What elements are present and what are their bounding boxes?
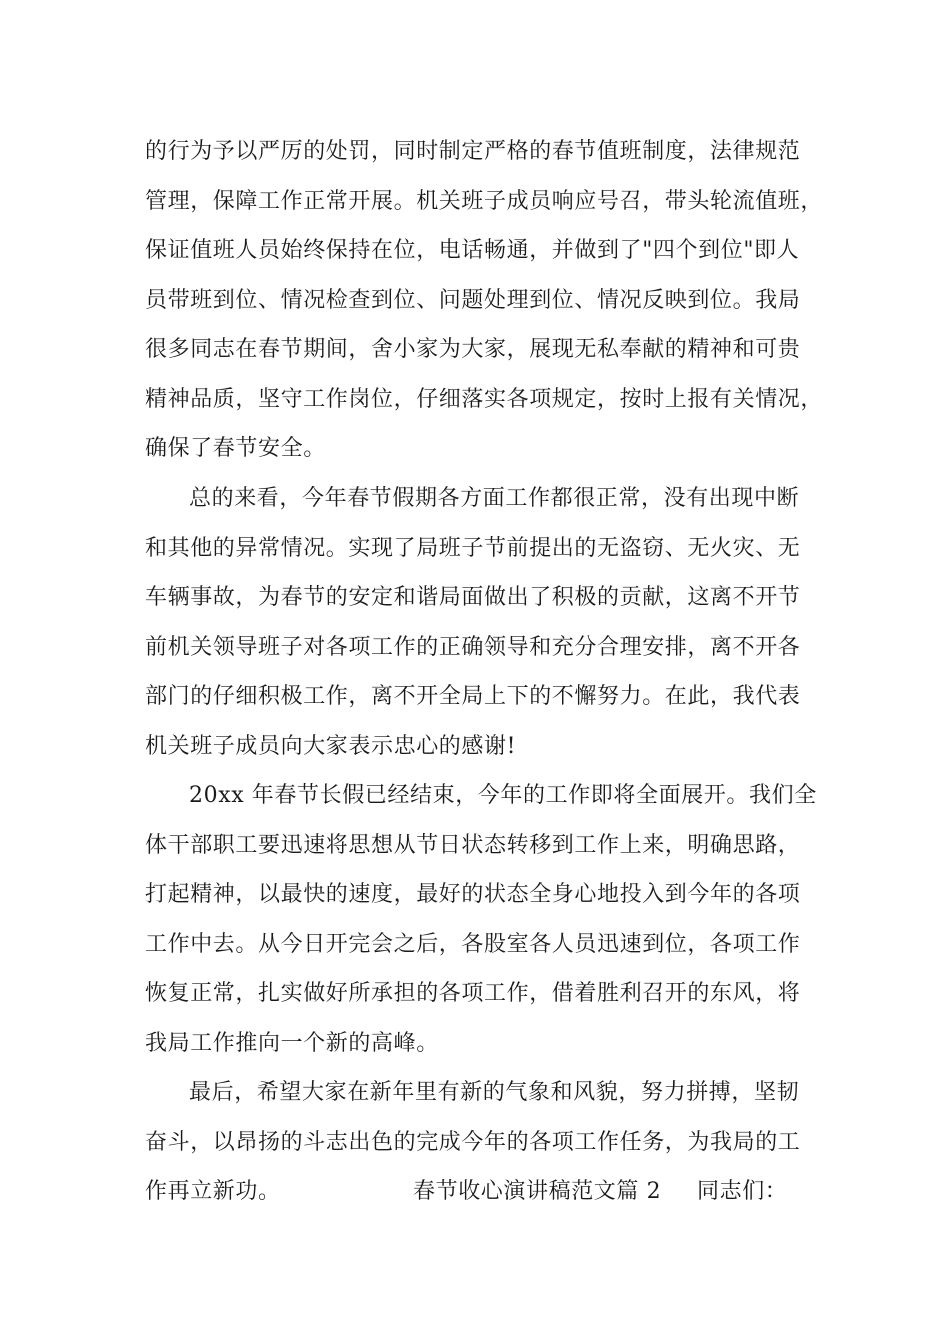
paragraph-2-line-3: 车辆事故，为春节的安定和谐局面做出了积极的贡献，这离不开节	[145, 585, 801, 610]
paragraph-3-line-4: 工作中去。从今日开完会之后，各股室各人员迅速到位，各项工作	[145, 932, 801, 957]
paragraph-4-line-2: 奋斗，以昂扬的斗志出色的完成今年的各项工作任务，为我局的工	[145, 1130, 801, 1155]
greeting: 同志们：	[697, 1179, 788, 1204]
paragraph-1-line-2: 管理，保障工作正常开展。机关班子成员响应号召，带头轮流值班，	[145, 189, 824, 214]
paragraph-1-line-6: 精神品质，坚守工作岗位，仔细落实各项规定，按时上报有关情况，	[145, 387, 824, 412]
paragraph-3-line-6: 我局工作推向一个新的高峰。	[145, 1031, 439, 1056]
paragraph-1-line-7: 确保了春节安全。	[145, 436, 326, 461]
article-heading: 春节收心演讲稿范文篇 2	[413, 1179, 662, 1204]
paragraph-4-line-1: 最后，希望大家在新年里有新的气象和风貌，努力拼搏，坚韧	[189, 1080, 800, 1105]
paragraph-3-line-3: 打起精神，以最快的速度，最好的状态全身心地投入到今年的各项	[145, 882, 801, 907]
paragraph-1-line-3: 保证值班人员始终保持在位，电话畅通，并做到了"四个到位"即人	[145, 238, 800, 263]
paragraph-3-line-1: 20xx 年春节长假已经结束，今年的工作即将全面展开。我们全	[189, 783, 817, 808]
paragraph-3-line-5: 恢复正常，扎实做好所承担的各项工作，借着胜利召开的东风，将	[145, 981, 801, 1006]
paragraph-2-line-6: 机关班子成员向大家表示忠心的感谢!	[145, 734, 517, 759]
paragraph-2-line-2: 和其他的异常情况。实现了局班子节前提出的无盗窃、无火灾、无	[145, 536, 801, 561]
paragraph-1-line-5: 很多同志在春节期间，舍小家为大家，展现无私奉献的精神和可贵	[145, 337, 801, 362]
paragraph-1-line-1: 的行为予以严厉的处罚，同时制定严格的春节值班制度，法律规范	[145, 139, 801, 164]
paragraph-2-line-1: 总的来看，今年春节假期各方面工作都很正常，没有出现中断	[189, 486, 800, 511]
paragraph-2-line-5: 部门的仔细积极工作，离不开全局上下的不懈努力。在此，我代表	[145, 684, 801, 709]
paragraph-3-line-2: 体干部职工要迅速将思想从节日状态转移到工作上来，明确思路，	[145, 833, 801, 858]
paragraph-1-line-4: 员带班到位、情况检查到位、问题处理到位、情况反映到位。我局	[145, 288, 801, 313]
paragraph-2-line-4: 前机关领导班子对各项工作的正确领导和充分合理安排，离不开各	[145, 635, 801, 660]
last-line	[145, 1174, 825, 1210]
last-line-text: 作再立新功。	[145, 1179, 281, 1204]
